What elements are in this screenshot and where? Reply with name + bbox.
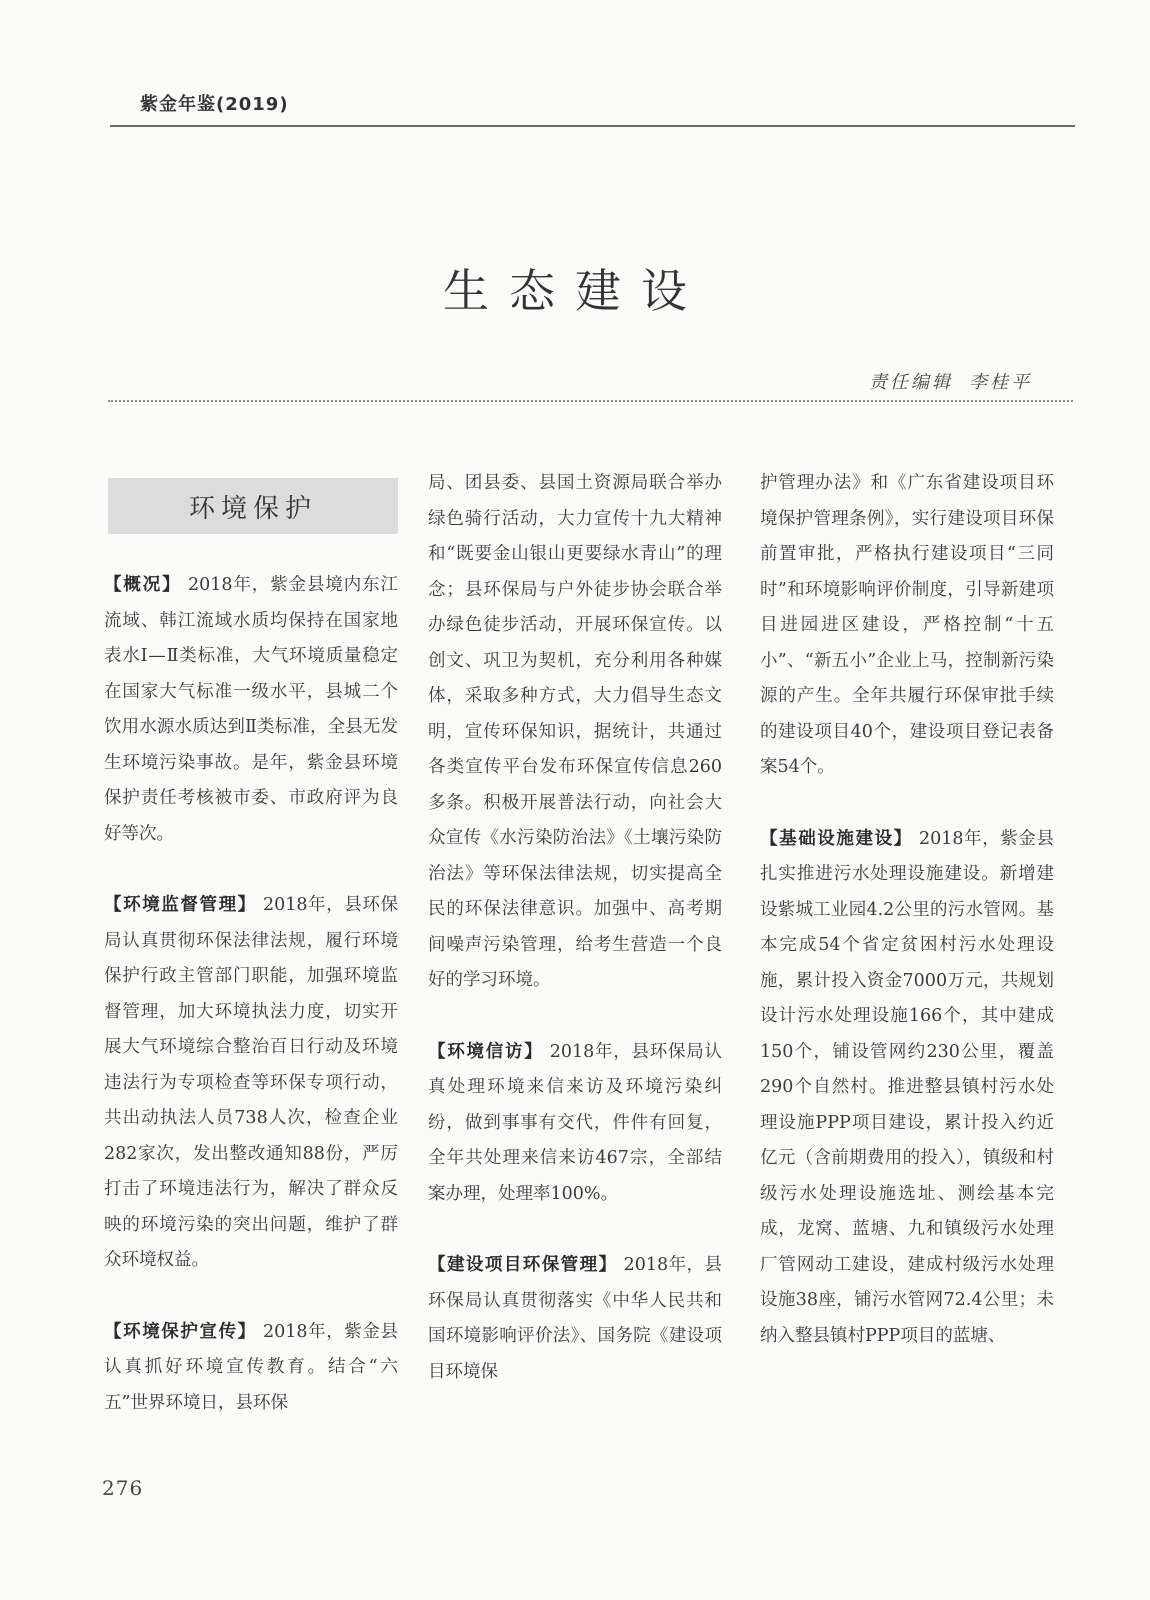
page-number: 276 [102, 1476, 144, 1500]
header-rule [110, 125, 1075, 127]
paragraph-keyword: 【建设项目环保管理】 [428, 1255, 618, 1275]
column-1 [104, 568, 398, 1421]
editor-name: 李桂平 [969, 372, 1032, 393]
section-title: 环境保护 [108, 478, 398, 534]
paragraph-text: 2018年，紫金县扎实推进污水处理设施建设。新增建设紫城工业园4.2公里的污水管网。基本完成54个省定贫困村污水处理设施，累计投入资金7000万元，共规划设计污水处理设施166个，其中建成150个，铺设管网约230公里，覆盖290个自然村。推进整县镇村污水处理设施PPP项目建设，累计投入约近亿元（含前期费用的投入），镇级和村级污水处理设施选址、测绘基本完成，龙窝、蓝塘、九和镇级污水处理厂管网动工建设，建成村级污水处理设施38座，铺污水管网72.4公里；未纳入整县镇村PPP项目的蓝塘、 [760, 828, 1054, 1346]
paragraph-keyword: 【环境监督管理】 [104, 895, 257, 915]
paragraph-keyword: 【环境信访】 [428, 1041, 544, 1062]
paragraph-keyword: 【基础设施建设】 [760, 828, 913, 849]
paragraph-text: 2018年，县环保局认真处理环境来信来访及环境污染纠纷，做到事事有交代，件件有回复，全年共处理来信来访467宗，全部结案办理，处理率100%。 [428, 1041, 722, 1204]
paragraph-publicity [104, 1315, 398, 1422]
chapter-title: 生态建设 [443, 264, 707, 318]
paragraph-publicity-continued: 局、团县委、县国土资源局联合举办绿色骑行活动，大力宣传十九大精神和“既要金山银山更要绿水青山”的理念；县环保局与户外徒步协会联合举办绿色徒步活动，开展环保宣传。以创文、巩卫为契机，充分利用各种媒体，采取多种方式，大力倡导生态文明，宣传环保知识，据统计，共通过各类宣传平台发布环保宣传信息260多条。积极开展普法行动，向社会大众宣传《水污染防治法》《土壤污染防治法》等环保法律法规，切实提高全民的环保法律意识。加强中、高考期间噪声污染管理，给考生营造一个良好的学习环境。 [428, 473, 722, 990]
paragraph-infrastructure [760, 822, 1054, 1355]
paragraph-text: 2018年，县环保局认真贯彻落实《中华人民共和国环境影响评价法》、国务院《建设项目环境保 [428, 1255, 722, 1382]
paragraph-text: 2018年，紫金县境内东江流域、韩江流域水质均保持在国家地表水Ⅰ—Ⅱ类标准，大气环境质量稳定在国家大气标准一级水平，县城二个饮用水源水质达到Ⅱ类标准，全县无发生环境污染事故。是年，紫金县环境保护责任考核被市委、市政府评为良好等次。 [104, 575, 398, 844]
paragraph-keyword: 【环境保护宣传】 [104, 1321, 257, 1342]
paragraph-project-management [428, 1248, 722, 1390]
paragraph-petitions [428, 1035, 722, 1213]
responsible-editor [869, 368, 1032, 394]
paragraph-overview [104, 568, 398, 852]
running-head: 紫金年鉴(2019) [140, 94, 289, 115]
paragraph-text: 2018年，紫金县认真抓好环境宣传教育。结合“六五”世界环境日，县环保 [104, 1321, 398, 1413]
editor-label: 责任编辑 [869, 372, 953, 393]
paragraph-supervision [104, 888, 398, 1279]
paragraph-keyword: 【概况】 [104, 575, 182, 595]
paragraph-project-management-continued: 护管理办法》和《广东省建设项目环境保护管理条例》，实行建设项目环保前置审批，严格执行建设项目“三同时”和环境影响评价制度，引导新建项目进园进区建设，严格控制“十五小”、“新五小”企业上马，控制新污染源的产生。全年共履行环保审批手续的建设项目40个，建设项目登记表备案54个。 [760, 473, 1054, 777]
column-3 [760, 466, 1054, 1354]
dotted-divider [108, 400, 1073, 402]
column-2 [428, 466, 722, 1390]
paragraph-text: 2018年，县环保局认真贯彻环保法律法规，履行环境保护行政主管部门职能，加强环境监督管理，加大环境执法力度，切实开展大气环境综合整治百日行动及环境违法行为专项检查等环保专项行动，共出动执法人员738人次，检查企业282家次，发出整改通知88份，严厉打击了环境违法行为，解决了群众反映的环境污染的突出问题，维护了群众环境权益。 [104, 895, 398, 1270]
